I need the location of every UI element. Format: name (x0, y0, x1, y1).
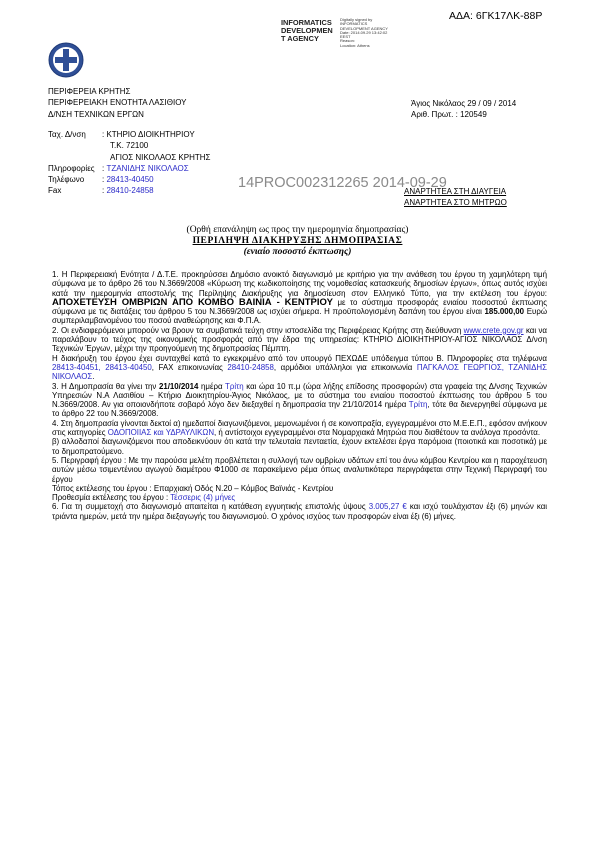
paragraph-5: 5. Περιγραφή έργου : Με την παρούσα μελέτη προβλέπεται η συλλογή των ομβρίων υδάτων επί του άνω κόμβου Κεντρίου και η παροχέτευση αυτών μέσω τσιμεντένιου αγωγού διαμέτρου Φ1000 σε παρακείμενο ρέμα όπως αναλυτικότερα περιγράφεται στην Τεχνική Περιγραφή του έργου (52, 455, 547, 484)
paragraph-4b: β) αλλοδαποί διαγωνιζόμενοι που αποδεικνύουν ότι κατά την τελευταία πενταετία, έχουν εκτελέσει έργα παρόμοια (ποιοτικά και ποσοτικά) με το δημοπρατούμενο. (52, 437, 547, 456)
paragraph-4: 4. Στη δημοπρασία γίνονται δεκτοί α) ημεδαποί διαγωνιζόμενοι, μεμονωμένοι ή σε κοινοπραξία, εγγεγραμμένοι στο Μ.Ε.Ε.Π., εφόσον ανήκουν στις κατηγορίες ΟΔΟΠΟΙΙΑΣ και ΥΔΡΑΥΛΙΚΩΝ, ή αντίστοιχοι εγγεγραμμένοι στα Νομαρχιακά Μητρώα που διαθέτουν τα ανάλογα προσόντα. (52, 418, 547, 438)
contact-block: Ταχ. Δ/νση : ΚΤΗΡΙΟ ΔΙΟΙΚΗΤΗΡΙΟΥ Τ.Κ. 72100 ΑΓΙΟΣ ΝΙΚΟΛΑΟΣ ΚΡΗΤΗΣ Πληροφορίες : ΤΖΑΝΙΔΗΣ ΝΙΚΟΛΑΟΣ Τηλέφωνο : 28413-40450 Fax : 28410-24858 (48, 130, 211, 196)
paragraph-2: 2. Οι ενδιαφερόμενοι μπορούν να βρουν τα συμβατικά τεύχη στην ιστοσελίδα της Περιφέρειας Κρήτης στη διεύθυνση www.crete.gov.gr και να παραλάβουν το τεύχος της οικονομικής προσφοράς από την έδρα της υπηρεσίας: ΚΤΗΡΙΟ ΔΙΟΙΚΗΤΗΡΙΟΥ-ΑΓΙΟΣ ΝΙΚΟΛΑΟΣ Δ/νση Τεχνικών Έργων, μέχρι την προηγούμενη της δημοπρασίας Πέμπτη. (52, 325, 547, 354)
issuer-header: ΠΕΡΙΦΕΡΕΙΑ ΚΡΗΤΗΣ ΠΕΡΙΦΕΡΕΙΑΚΗ ΕΝΟΤΗΤΑ ΛΑΣΙΘΙΟΥ Δ/ΝΣΗ ΤΕΧΝΙΚΩΝ ΕΡΓΩΝ (48, 87, 187, 119)
paragraph-2b: Η διακήρυξη του έργου έχει συνταχθεί κατά το εγκεκριμένο από τον υπουργό ΠΕΧΩΔΕ υπόδειγμα τύπου Β. Πληροφορίες στα τηλέφωνα 28413-40451, 28413-40450, FAX επικοινωνίας 28410-24858, αρμόδιοι υπάλληλοι για επικοινωνία ΠΑΓΚΑΛΟΣ ΓΕΩΡΓΙΟΣ, ΤΖΑΝΙΔΗΣ ΝΙΚΟΛΑΟΣ. (52, 353, 547, 382)
paragraph-1: 1. Η Περιφερειακή Ενότητα / Δ.Τ.Ε. προκηρύσσει Δημόσιο ανοικτό διαγωνισμό με κριτήριο για την ανάθεση του έργου τη χαμηλότερη τιμή σύμφωνα με το άρθρο 26 του Ν.3669/2008 «Κύρωση της κωδικοποίησης της νομοθεσίας κατασκευής δημοσίων έργων», όπως αυτός ισχύει κατά την ημερομηνία αποστολής της Περίληψης Διακήρυξης για δημοσίευση στον Ελληνικό Τύπο, για την εκτέλεση του έργου: ΑΠΟΧΕΤΕΥΣΗ ΟΜΒΡΙΩΝ ΑΠΟ ΚΟΜΒΟ ΒΑΙΝΙΑ - ΚΕΝΤΡΙΟΥ με το σύστημα προσφοράς ενιαίου ποσοστού έκπτωσης σύμφωνα με τις διατάξεις του άρθρου 5 του Ν.3669/2008 ως ισχύει σήμερα. Η προϋπολογισμένη δαπάνη του έργου είναι 185.000,00 Ευρώ συμπεριλαμβανομένου του ποσού αναθεώρησης και Φ.Π.Α. (52, 270, 547, 326)
contact-officers: ΠΑΓΚΑΛΟΣ ΓΕΩΡΓΙΟΣ, ΤΖΑΝΙΔΗΣ ΝΙΚΟΛΑΟΣ (52, 362, 547, 382)
budget-amount: 185.000,00 (484, 307, 525, 317)
correction-note: (Ορθή επανάληψη ως προς την ημερομηνία δημοπρασίας) (186, 225, 409, 235)
posting-notes: ΑΝΑΡΤΗΤΕΑ ΣΤΗ ΔΙΑΥΓΕΙΑ ΑΝΑΡΤΗΤΕΑ ΣΤΟ ΜΗΤΡΩΟ (404, 187, 507, 207)
info-phones: 28413-40451, 28413-40450 (52, 362, 152, 372)
paragraph-5b: Τόπος εκτέλεσης του έργου : Επαρχιακή Οδός Ν.20 – Κόμβος Βαϊνιάς - Κεντρίου (52, 483, 334, 493)
digital-signature-label: INFORMATICS DEVELOPMEN T AGENCY (281, 18, 333, 43)
info-fax: 28410-24858 (227, 362, 274, 372)
guarantee-amount: 3.005,27 € (368, 502, 407, 512)
crete-website-link[interactable]: www.crete.gov.gr (463, 325, 524, 335)
document-subtitle: (ενιαίο ποσοστό έκπτωσης) (243, 246, 352, 257)
date-and-protocol: Άγιος Νικόλαος 29 / 09 / 2014 Αριθ. Πρωτ. : 120549 (411, 99, 517, 120)
paragraph-3: 3. Η Δημοπρασία θα γίνει την 21/10/2014 ημέρα Τρίτη και ώρα 10 π.μ (ώρα λήξης επίδοσης προσφορών) στα γραφεία της Δ/νσης Τεχνικών Υπηρεσιών Ν.Α Λασιθίου – Κτήριο Διοικητηρίου-Άγιος Νικόλαος, με το σύστημα του ενιαίου ποσοστού έκπτωσης του άρθρου 5 του Ν.3669/2008. Αν για οποιονδήποτε σοβαρό λόγο δεν διεξαχθεί η δημοπρασία την 21/10/2014 ημέρα Τρίτη, τότε θα διενεργηθεί σύμφωνα με το άρθρο 22 του Ν.3669/2008. (52, 381, 547, 419)
procurement-id-watermark: 14PROC002312265 2014-09-29 (238, 175, 447, 191)
announcement-body (52, 270, 547, 521)
ada-code: ΑΔΑ: 6ΓΚ17ΛΚ-88Ρ (449, 10, 543, 22)
auction-day-2: Τρίτη (408, 400, 428, 410)
auction-date: 21/10/2014 (158, 381, 199, 391)
contractor-categories: ΟΔΟΠΟΙΙΑΣ και ΥΔΡΑΥΛΙΚΩΝ (107, 428, 215, 438)
document-title: ΠΕΡΙΛΗΨΗ ΔΙΑΚΗΡΥΞΗΣ ΔΗΜΟΠΡΑΣΙΑΣ (192, 235, 403, 246)
digital-signature-details: Digitally signed by INFORMATICS DEVELOPMENT AGENCY Date: 2014.09.29 13:42:02 EEST Reason: Location: Athens (340, 17, 388, 48)
document-titles (0, 225, 595, 257)
paragraph-6: 6. Για τη συμμετοχή στο διαγωνισμό απαιτείται η κατάθεση εγγυητικής επιστολής ύψους 3.005,27 € και ισχύ τουλάχιστον έξι (6) μηνών και τριάντα ημερών, μετά την ημέρα διεξαγωγής του διαγωνισμού. Ο χρόνος ισχύος των προσφορών είναι έξι (6) μήνες. (52, 502, 548, 521)
auction-day: Τρίτη (225, 381, 244, 391)
completion-deadline: Τέσσερις (4) μήνες (170, 493, 236, 503)
project-title: ΑΠΟΧΕΤΕΥΣΗ ΟΜΒΡΙΩΝ ΑΠΟ ΚΟΜΒΟ ΒΑΙΝΙΑ - ΚΕΝΤΡΙΟΥ (52, 296, 333, 308)
hellenic-republic-emblem-icon (48, 42, 84, 78)
paragraph-5c: Προθεσμία εκτέλεσης του έργου : Τέσσερις (4) μήνες (52, 493, 236, 503)
